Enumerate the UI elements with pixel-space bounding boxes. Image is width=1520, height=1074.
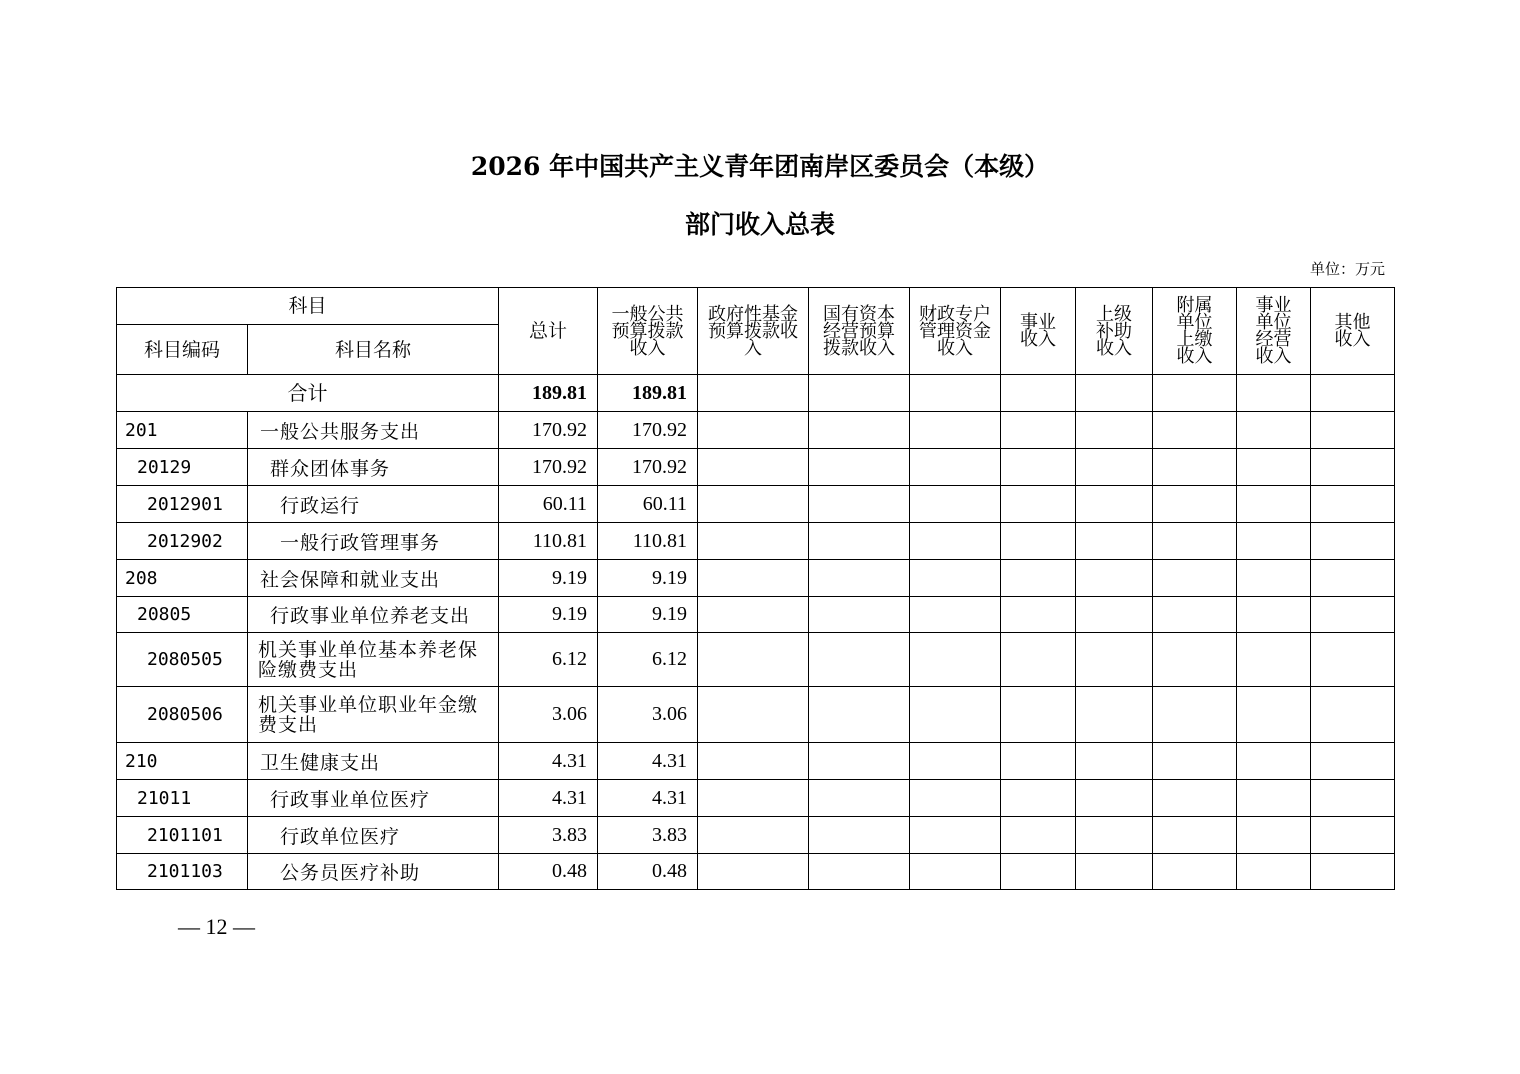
table-row — [117, 412, 1395, 449]
row-general-budget: 4.31 — [598, 743, 698, 780]
header-superior-subsidy: 上级补助收入 — [1076, 288, 1153, 375]
header-name: 科目名称 — [248, 325, 499, 375]
row-general-budget: 0.48 — [598, 854, 698, 890]
row-code: 2012902 — [117, 523, 248, 560]
row-general-budget: 110.81 — [598, 523, 698, 560]
row-general-budget: 60.11 — [598, 486, 698, 523]
row-name: 行政事业单位养老支出 — [248, 597, 499, 633]
total-general-budget: 189.81 — [598, 375, 698, 412]
header-code: 科目编码 — [117, 325, 248, 375]
row-code: 20805 — [117, 597, 248, 633]
row-name: 一般行政管理事务 — [248, 523, 499, 560]
row-general-budget: 9.19 — [598, 597, 698, 633]
row-code: 210 — [117, 743, 248, 780]
row-name: 社会保障和就业支出 — [248, 560, 499, 597]
row-name: 行政事业单位医疗 — [248, 780, 499, 817]
header-affiliated: 附属单位上缴收入 — [1153, 288, 1237, 375]
row-general-budget: 9.19 — [598, 560, 698, 597]
row-general-budget: 4.31 — [598, 780, 698, 817]
total-value: 189.81 — [499, 375, 598, 412]
row-total: 4.31 — [499, 780, 598, 817]
row-name: 行政运行 — [248, 486, 499, 523]
row-code: 201 — [117, 412, 248, 449]
table-row — [117, 743, 1395, 780]
total-label: 合计 — [117, 375, 499, 412]
table-row — [117, 597, 1395, 633]
table-row — [117, 449, 1395, 486]
row-code: 21011 — [117, 780, 248, 817]
header-business-operating: 事业单位经营收入 — [1237, 288, 1311, 375]
table-row — [117, 633, 1395, 687]
document-title: 2026 年中国共产主义青年团南岸区委员会（本级） — [470, 152, 1050, 181]
document-subtitle: 部门收入总表 — [684, 210, 835, 239]
row-code: 208 — [117, 560, 248, 597]
row-total: 9.19 — [499, 597, 598, 633]
row-name: 一般公共服务支出 — [248, 412, 499, 449]
header-state-capital: 国有资本经营预算拨款收入 — [809, 288, 910, 375]
table-row — [117, 817, 1395, 854]
row-general-budget: 6.12 — [598, 633, 698, 687]
table-row — [117, 486, 1395, 523]
row-name: 公务员医疗补助 — [248, 854, 499, 890]
income-table — [116, 287, 1395, 890]
unit-label: 单位：万元 — [1309, 260, 1385, 278]
row-total: 3.83 — [499, 817, 598, 854]
row-total: 170.92 — [499, 449, 598, 486]
header-gov-fund: 政府性基金预算拨款收入 — [698, 288, 809, 375]
table-row — [117, 687, 1395, 743]
row-total: 9.19 — [499, 560, 598, 597]
row-name: 机关事业单位基本养老保险缴费支出 — [248, 633, 499, 687]
row-total: 170.92 — [499, 412, 598, 449]
row-total: 6.12 — [499, 633, 598, 687]
row-code: 2012901 — [117, 486, 248, 523]
row-code: 2101101 — [117, 817, 248, 854]
row-general-budget: 3.83 — [598, 817, 698, 854]
header-subject: 科目 — [117, 288, 499, 325]
row-code: 2080505 — [117, 633, 248, 687]
row-code: 2101103 — [117, 854, 248, 890]
header-total: 总计 — [499, 288, 598, 375]
row-total: 110.81 — [499, 523, 598, 560]
row-total: 0.48 — [499, 854, 598, 890]
row-name: 卫生健康支出 — [248, 743, 499, 780]
row-total: 4.31 — [499, 743, 598, 780]
row-name: 机关事业单位职业年金缴费支出 — [248, 687, 499, 743]
page-number: — 12 — — [178, 914, 255, 939]
row-code: 20129 — [117, 449, 248, 486]
header-general-budget: 一般公共预算拨款收入 — [598, 288, 698, 375]
header-other: 其他收入 — [1311, 288, 1395, 375]
row-name: 群众团体事务 — [248, 449, 499, 486]
header-fiscal-special: 财政专户管理资金收入 — [910, 288, 1001, 375]
row-name: 行政单位医疗 — [248, 817, 499, 854]
table-row — [117, 523, 1395, 560]
row-general-budget: 170.92 — [598, 449, 698, 486]
table-row — [117, 780, 1395, 817]
total-row — [117, 375, 1395, 412]
row-total: 3.06 — [499, 687, 598, 743]
row-code: 2080506 — [117, 687, 248, 743]
table-row — [117, 560, 1395, 597]
header-business: 事业收入 — [1001, 288, 1076, 375]
table-row — [117, 854, 1395, 890]
row-general-budget: 3.06 — [598, 687, 698, 743]
row-general-budget: 170.92 — [598, 412, 698, 449]
row-total: 60.11 — [499, 486, 598, 523]
